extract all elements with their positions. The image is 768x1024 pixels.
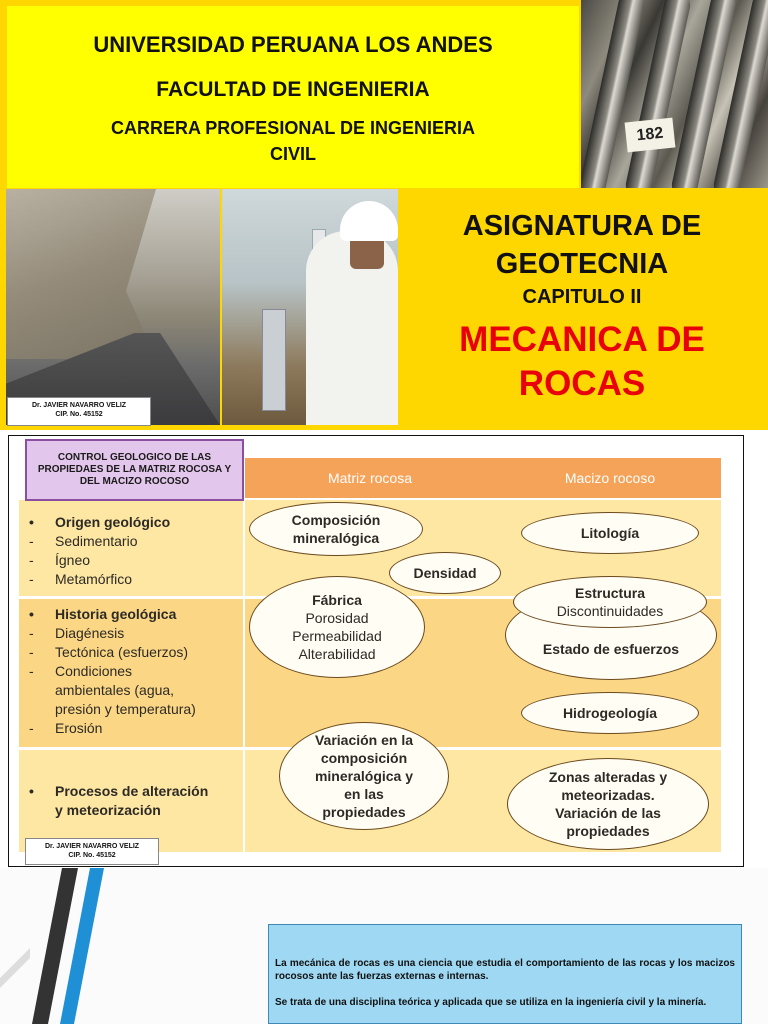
definition-paragraph: La mecánica de rocas es una ciencia que estudia el comportamiento de las rocas y los macizos rocosos ante las fuerzas externas e internas. — [275, 958, 735, 982]
ellipse-text: composición — [320, 750, 408, 766]
career-line-2: CIVIL — [269, 144, 316, 164]
ellipse-text: Porosidad — [305, 610, 369, 626]
ellipse-text: Zonas alteradas y — [548, 769, 668, 785]
ellipse-text: Discontinuidades — [556, 603, 664, 619]
topic-line-2: ROCAS — [518, 364, 646, 403]
ellipse-text: Alterabilidad — [298, 646, 376, 662]
asignatura-line-2: GEOTECNIA — [495, 248, 669, 280]
list-item: Sedimentario — [55, 533, 138, 549]
ellipse-text: mineralógica — [292, 530, 380, 546]
ellipse-text: propiedades — [566, 823, 650, 839]
ellipse-text: Variación en la — [314, 732, 414, 748]
header-macizo: Macizo rocoso — [564, 470, 656, 486]
list-item: presión y temperatura) — [55, 701, 196, 717]
rock-core-photo — [581, 0, 768, 188]
control-box — [25, 439, 244, 501]
ellipse-text: Estado de esfuerzos — [542, 641, 680, 657]
chapter: CAPITULO II — [522, 286, 642, 308]
ellipse-estructura — [513, 576, 707, 628]
credit-cip: CIP. No. 45152 — [55, 411, 103, 418]
ellipse-text: Litología — [580, 525, 640, 541]
author-credit — [25, 838, 159, 865]
ellipse-text: Estructura — [574, 585, 646, 601]
ellipse-text: Densidad — [413, 565, 477, 581]
title-box — [7, 6, 579, 188]
group-title: y meteorización — [55, 802, 161, 818]
faculty-name: FACULTAD DE INGENIERIA — [156, 78, 430, 101]
ellipse-text: mineralógica y — [314, 768, 414, 784]
ellipse-text: Permeabilidad — [292, 628, 382, 644]
credit-name: Dr. JAVIER NAVARRO VELIZ — [44, 843, 140, 850]
list-item: Condiciones — [55, 663, 133, 679]
list-item: ambientales (agua, — [55, 682, 175, 698]
list-item: Erosión — [55, 720, 103, 736]
header-matriz: Matriz rocosa — [327, 470, 413, 486]
ellipse-text: Fábrica — [312, 592, 362, 608]
lab-technician-photo — [222, 189, 398, 425]
lab-cylinder — [262, 309, 286, 411]
core-tag: 182 — [625, 118, 676, 153]
ellipse-text: en las — [344, 786, 384, 802]
asignatura-line-1: ASIGNATURA DE — [462, 210, 702, 242]
list-item: Diagénesis — [55, 625, 125, 641]
list-item: Metamórfico — [55, 571, 133, 587]
slide-title — [0, 0, 768, 430]
ellipse-hidrogeologia — [521, 692, 699, 734]
list-item: Tectónica (esfuerzos) — [55, 644, 189, 660]
list-item: Ígneo — [55, 552, 91, 568]
ellipse-text: Hidrogeología — [562, 705, 658, 721]
ellipse-text: propiedades — [322, 804, 406, 820]
ellipse-composicion — [249, 502, 423, 556]
topic-line-1: MECANICA DE — [459, 320, 705, 359]
stripe-light — [0, 948, 30, 988]
definition-paragraph: Se trata de una disciplina teórica y aplicada que se utiliza en la ingeniería civil y la minería. — [275, 997, 707, 1008]
group-title: Origen geológico — [55, 514, 171, 530]
ellipse-text: Variación de las — [555, 805, 661, 821]
credit-cip: CIP. No. 45152 — [68, 852, 116, 859]
ellipse-densidad — [389, 552, 501, 594]
group-procesos: • Procesos de alteración y meteorización — [29, 783, 209, 818]
ellipse-text: meteorizadas. — [561, 787, 655, 803]
group-title: Procesos de alteración — [55, 783, 209, 799]
landslide-road-photo — [6, 189, 220, 425]
definition-textbox — [268, 924, 742, 1024]
credit-name: Dr. JAVIER NAVARRO VELIZ — [31, 402, 127, 409]
ellipse-zonas — [507, 758, 709, 850]
group-title: Historia geológica — [55, 606, 177, 622]
slide-geologic-control — [8, 435, 744, 867]
university-name: UNIVERSIDAD PERUANA LOS ANDES — [93, 32, 493, 57]
author-credit — [7, 397, 151, 426]
ellipse-variacion — [279, 722, 449, 830]
group-historia: • Historia geológica - Diagénesis - Tectónica (esfuerzos) - Condiciones ambientales (agua, presión y temperatura) - Erosión — [29, 606, 196, 736]
ellipse-litologia — [521, 512, 699, 554]
ellipse-text: Composición — [291, 512, 381, 528]
ellipse-fabrica — [249, 576, 425, 678]
career-line-1: CARRERA PROFESIONAL DE INGENIERIA — [110, 118, 476, 138]
control-box-text: CONTROL GEOLOGICO DE LAS PROPIEDAES DE LA MATRIZ ROCOSA Y DEL MACIZO ROCOSO — [37, 452, 232, 487]
helmet — [340, 201, 398, 241]
group-origen: • Origen geológico - Sedimentario - Ígneo - Metamórfico — [29, 514, 171, 587]
